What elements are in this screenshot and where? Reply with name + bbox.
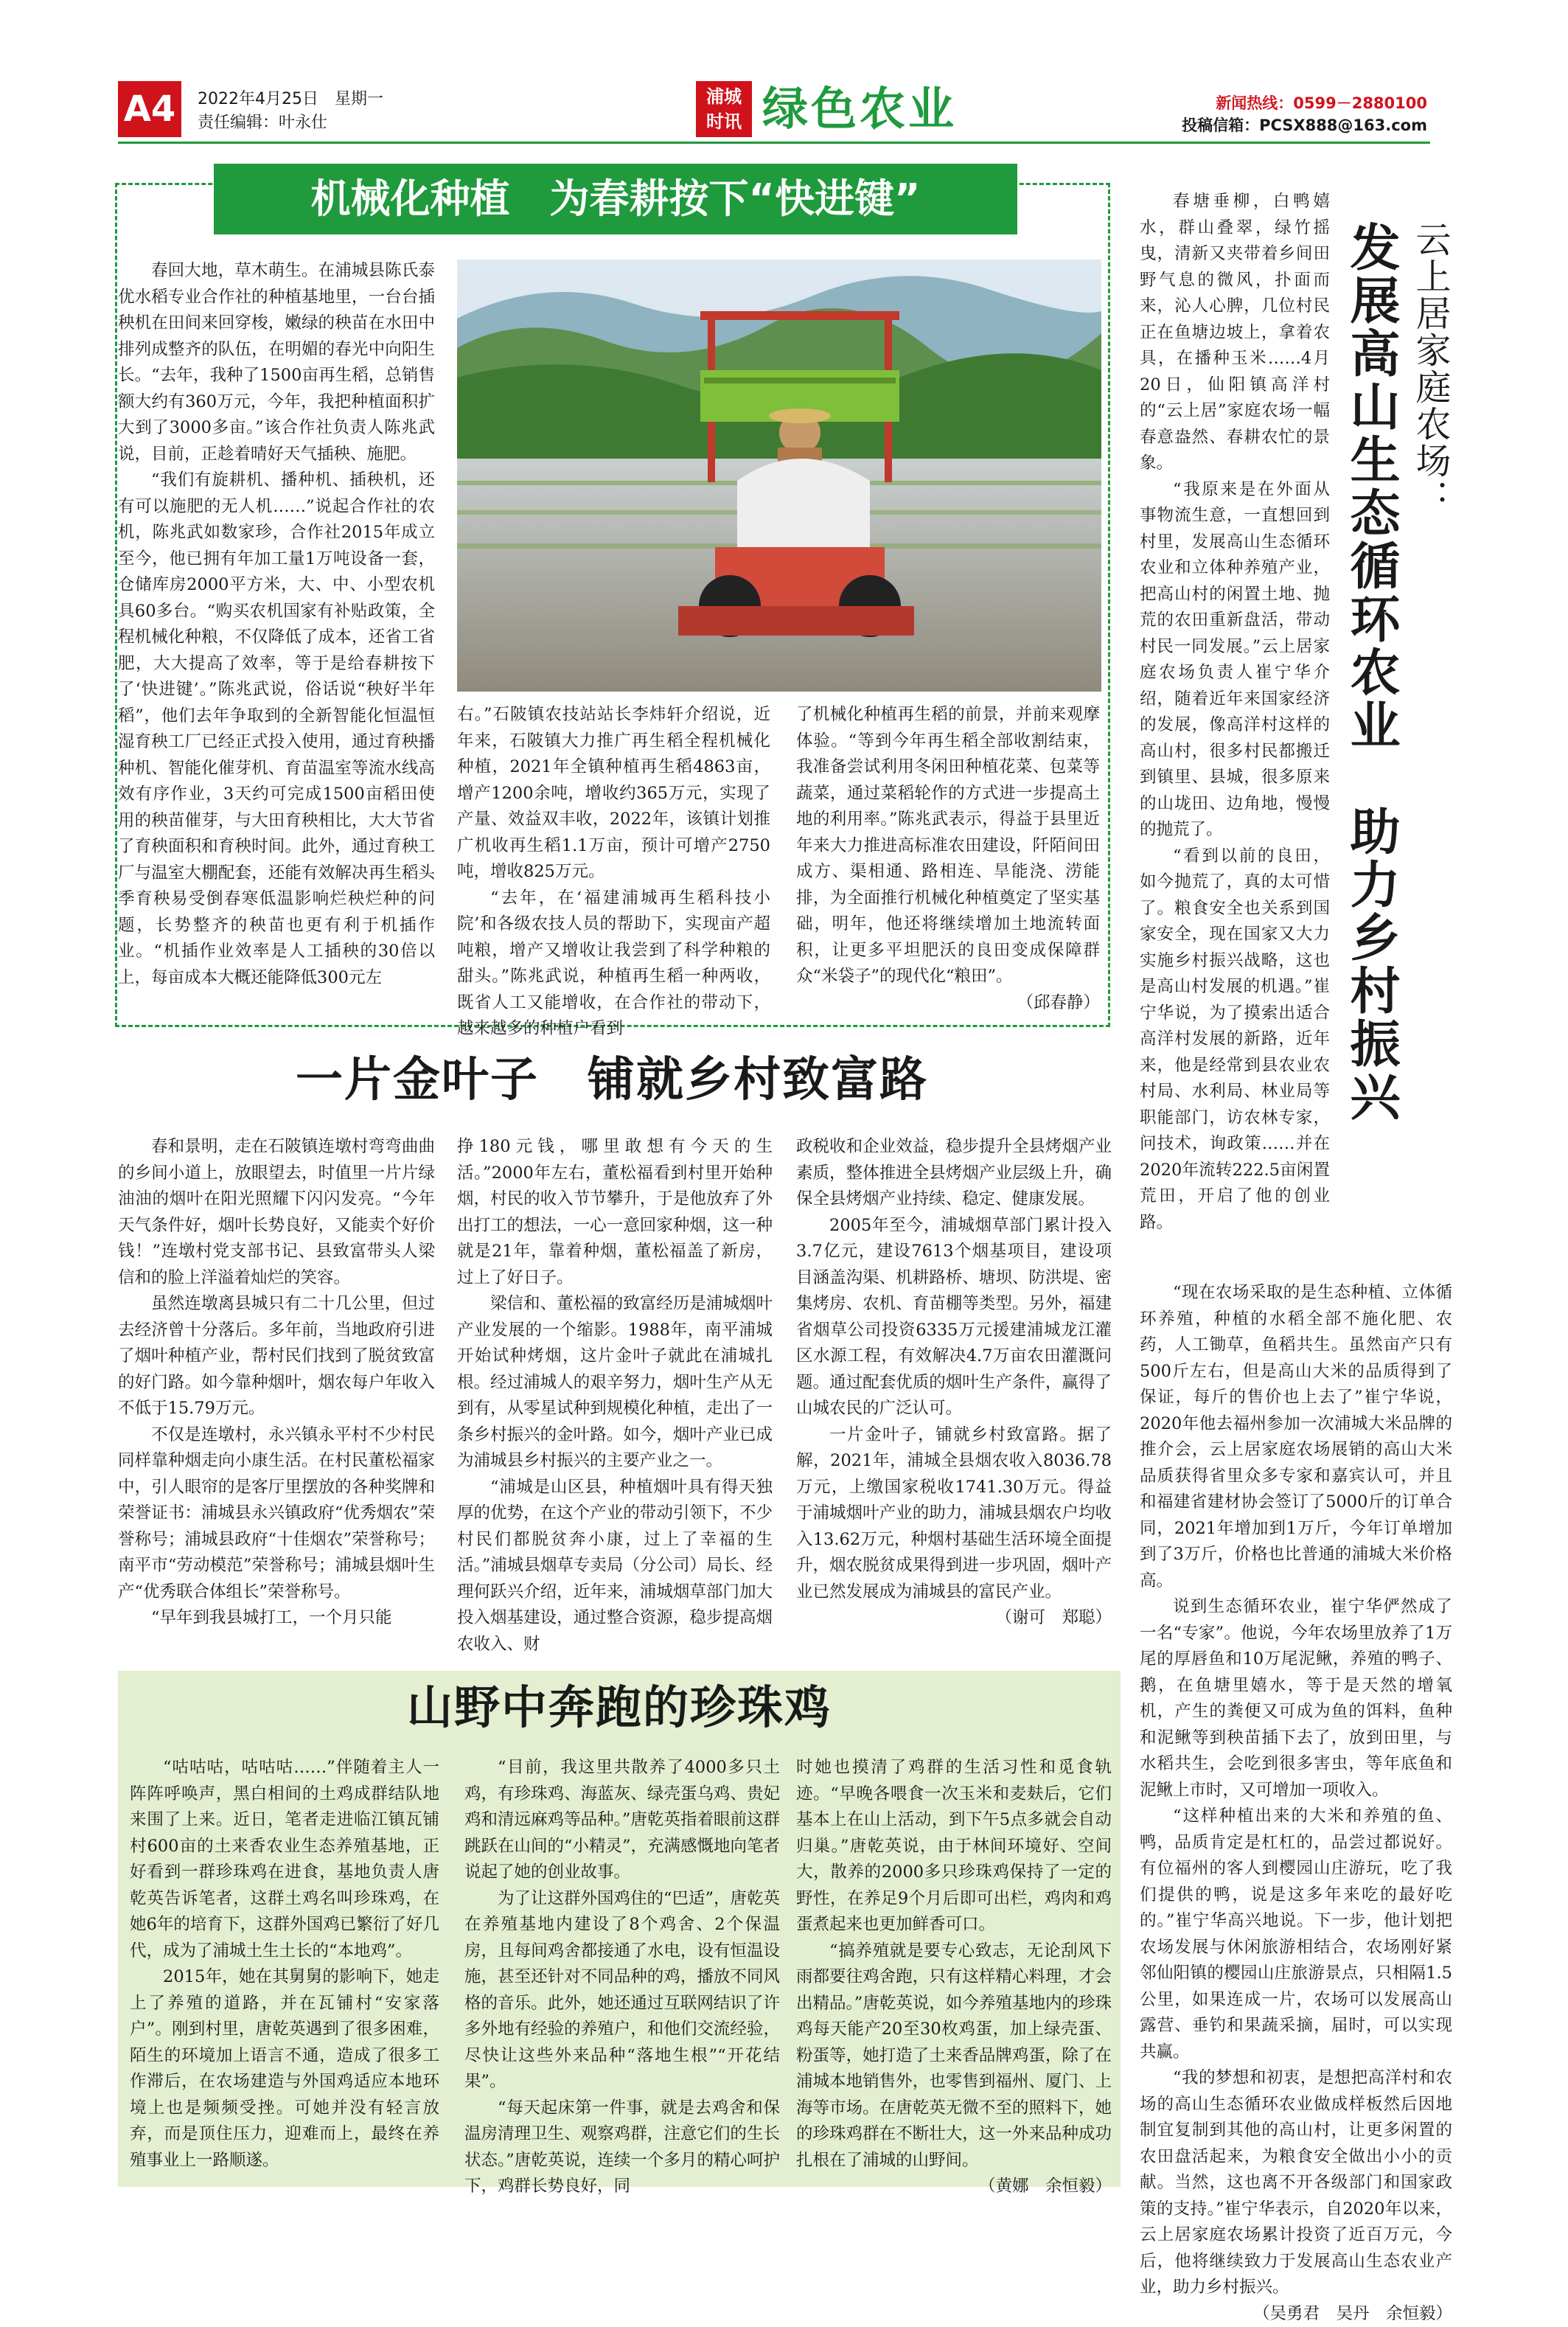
article4-top-paragraph: “看到以前的良田，如今抛荒了，真的太可惜了。粮食安全也关系到国家安全，现在国家又大力实施乡村振兴战略，这也是高山村发展的机遇。”崔宁华说，为了摸索出适合高洋村发展的新路，近年来，他是经常到县农业农村局、水利局、林业局等职能部门，访农林专家，问技术，询政策……并在2020年流转222.5亩闲置荒田，开启了他的创业路。 [1140, 844, 1330, 1236]
brand-stamp [696, 81, 752, 137]
article1-headline: 机械化种植 为春耕按下“快进键” [214, 164, 1017, 234]
article4-bottom-paragraph: “现在农场采取的是生态种植、立体循环养殖，种植的水稻全部不施化肥、农药，人工锄草，鱼稻共生。虽然亩产只有500斤左右，但是高山大米的品质得到了保证，每斤的售价也上去了”崔宁华说，2020年他去福州参加一次浦城大米品牌的推介会，云上居家庭农场展销的高山大米品质获得省里众多专家和嘉宾认可，并且和福建省建材协会签订了5000斤的订单合同，2021年增加到1万斤，今年订单增加到了3万斤，价格也比普通的浦城大米价格高。 [1140, 1280, 1452, 1594]
article3-col2-paragraph: “每天起床第一件事，就是去鸡舍和保温房清理卫生、观察鸡群，注意它们的生长状态。”唐乾英说，连续一个多月的精心呵护下，鸡群长势良好，同 [464, 2095, 780, 2200]
article4-kicker: 云上居家庭农场： [1408, 221, 1452, 516]
article4-byline: （吴勇君 吴丹 余恒毅） [1140, 2301, 1452, 2327]
article3-col3-paragraph: “搞养殖就是要专心致志，无论刮风下雨都要往鸡舍跑，只有这样精心料理，才会出精品。”唐乾英说，如今养殖基地内的珍珠鸡每天能产20至30枚鸡蛋，加上绿壳蛋、粉蛋等，她打造了土来香品牌鸡蛋，除了在浦城本地销售外，也零售到福州、厦门、上海等市场。在唐乾英无微不至的照料下，她的珍珠鸡群在不断壮大，这一外来品种成功扎根在了浦城的山野间。 [796, 1938, 1112, 2174]
article3-col2-paragraph: 为了让这群外国鸡住的“巴适”，唐乾英在养殖基地内建设了8个鸡舍、2个保温房，且每间鸡舍都接通了水电，设有恒温设施，甚至还针对不同品种的鸡，播放不同风格的音乐。此外，她还通过互联网结识了许多外地有经验的养殖户，和他们交流经验，尽快让这些外来品种“落地生根”“开花结果”。 [464, 1886, 780, 2095]
brand-stamp-bottom: 时讯 [696, 109, 752, 134]
page-label-badge [118, 81, 181, 137]
article3-headline: 山野中奔跑的珍珠鸡 [118, 1671, 1121, 1745]
article1-col1-paragraph: 春回大地，草木萌生。在浦城县陈氏泰优水稻专业合作社的种植基地里，一台台插秧机在田间来回穿梭，嫩绿的秧苗在水田中排列成整齐的队伍，在明媚的春光中向阳生长。“去年，我种了1500亩再生稻，总销售额大约有360万元，今年，我把种植面积扩大到了3000多亩。”该合作社负责人陈兆武说，目前，正趁着晴好天气插秧、施肥。 [118, 258, 435, 467]
article2-col1-paragraph: 不仅是连墩村，永兴镇永平村不少村民同样靠种烟走向小康生活。在村民董松福家中，引人眼帘的是客厅里摆放的各种奖牌和荣誉证书：浦城县永兴镇政府“优秀烟农”荣誉称号；浦城县政府“十佳烟农”荣誉称号；南平市“劳动模范”荣誉称号；浦城县烟叶生产“优秀联合体组长”荣誉称号。 [118, 1422, 435, 1606]
article1-col2-paragraph: “去年，在‘福建浦城再生稻科技小院’和各级农技人员的帮助下，实现亩产超吨粮，增产又增收让我尝到了科学种粮的甜头。”陈兆武说，种植再生稻一种两收，既省人工又能增收，在合作社的带动下，越来越多的种植户看到 [457, 886, 770, 1043]
article4-bottom-paragraph: “这样种植出来的大米和养殖的鱼、鸭，品质肯定是杠杠的，品尝过都说好。有位福州的客人到樱园山庄游玩，吃了我们提供的鸭，说是这多年来吃的最好吃的。”崔宁华高兴地说。下一步，他计划把农场发展与休闲旅游相结合，农场刚好紧邻仙阳镇的樱园山庄旅游景点，只相隔1.5公里，如果连成一片，农场可以发展高山露营、垂钓和果蔬采摘，届时，可以实现共赢。 [1140, 1803, 1452, 2065]
submission-email: 投稿信箱：PCSX888@163.com [1150, 115, 1427, 136]
article4-bottom-paragraph: 说到生态循环农业，崔宁华俨然成了一名“专家”。他说，今年农场里放养了1万尾的厚唇鱼和10万尾泥鳅，养殖的鸭子、鹅，在鱼塘里嬉水，等于是天然的增氧机，产生的粪便又可成为鱼的饵料，鱼种和泥鳅等到秧苗插下去了，放到田里，与水稻共生，会吃到很多害虫，等年底鱼和泥鳅上市时，又可增加一项收入。 [1140, 1594, 1452, 1803]
page-label: A4 [124, 88, 176, 130]
article4-headline: 发展高山生态循环农业 助力乡村振兴 [1340, 221, 1402, 1180]
article2-col2-paragraph: 梁信和、董松福的致富经历是浦城烟叶产业发展的一个缩影。1988年，南平浦城开始试种烤烟，这片金叶子就此在浦城扎根。经过浦城人的艰辛努力，烟叶生产从无到有，从零星试种到规模化种植，走出了一条乡村振兴的金叶路。如今，烟叶产业已成为浦城县乡村振兴的主要产业之一。 [457, 1291, 773, 1475]
section-title: 绿色农业 [762, 80, 957, 139]
article4-bottom-paragraph: “我的梦想和初衷，是想把高洋村和农场的高山生态循环农业做成样板然后因地制宜复制到其他的高山村，让更多闲置的农田盘活起来，为粮食安全做出小小的贡献。当然，这也离不开各级部门和国家政策的支持。”崔宁华表示，自2020年以来，云上居家庭农场累计投资了近百万元，今后，他将继续致力于发展高山生态农业产业，助力乡村振兴。 [1140, 2065, 1452, 2301]
issue-date: 2022年4月25日 星期一 [198, 88, 383, 111]
article3-col3-paragraph: 时她也摸清了鸡群的生活习性和觅食轨迹。“早晚各喂食一次玉米和麦麸后，它们基本上在山上活动，到下午5点多就会自动归巢。”唐乾英说，由于林间环境好、空间大，散养的2000多只珍珠鸡保持了一定的野性，在养足9个月后即可出栏，鸡肉和鸡蛋煮起来也更加鲜香可口。 [796, 1755, 1112, 1938]
article2-col3-paragraph: 一片金叶子，铺就乡村致富路。据了解，2021年，浦城全县烟农收入8036.78万元，上缴国家税收1741.30万元。得益于浦城烟叶产业的助力，浦城县烟农户均收入13.62万元，种烟村基础生活环境全面提升，烟农脱贫成果得到进一步巩固，烟叶产业已然发展成为浦城县的富民产业。 [796, 1422, 1112, 1606]
article1-col2-paragraph: 右。”石陂镇农技站站长李炜轩介绍说，近年来，石陂镇大力推广再生稻全程机械化种植，2021年全镇种植再生稻4863亩，增产1200余吨，增收约365万元，实现了产量、效益双丰收，2022年，该镇计划推广机收再生稻1.1万亩，预计可增产2750吨，增收825万元。 [457, 702, 770, 886]
rice-transplanter-photo [457, 260, 1101, 692]
article1-column-1 [118, 258, 435, 991]
article2-col3-paragraph: 政税收和企业效益，稳步提升全县烤烟产业素质，整体推进全县烤烟产业层级上升，确保全县烤烟产业持续、稳定、健康发展。 [796, 1134, 1112, 1213]
news-hotline: 新闻热线：0599－2880100 [1180, 93, 1427, 114]
article3-col2-paragraph: “目前，我这里共散养了4000多只土鸡，有珍珠鸡、海蓝灰、绿壳蛋乌鸡、贵妃鸡和清远麻鸡等品种。”唐乾英指着眼前这群跳跃在山间的“小精灵”，充满感慨地向笔者说起了她的创业故事。 [464, 1755, 780, 1886]
brand-stamp-top: 浦城 [696, 84, 752, 109]
article3-col1-paragraph: 2015年，她在其舅舅的影响下，她走上了养殖的道路，并在瓦铺村“安家落户”。刚到村里，唐乾英遇到了很多困难，陌生的环境加上语言不通，造成了很多工作滞后，在农场建造与外国鸡适应本地环境上也是频频受挫。可她并没有轻言放弃，而是顶住压力，迎难而上，最终在养殖事业上一路顺遂。 [130, 1964, 439, 2174]
article2-column-1 [118, 1134, 435, 1632]
article2-column-2 [457, 1134, 773, 1658]
article2-col3-paragraph: 2005年至今，浦城烟草部门累计投入3.7亿元，建设7613个烟基项目，建设项目涵盖沟渠、机耕路桥、塘坝、防洪堤、密集烤房、农机、育苗棚等类型。另外，福建省烟草公司投资6335万元援建浦城龙江灌区水源工程，有效解决4.7万亩农田灌溉问题。通过配套优质的烟叶生产条件，赢得了山城农民的广泛认可。 [796, 1213, 1112, 1422]
article2-headline: 一片金叶子 铺就乡村致富路 [118, 1047, 1106, 1113]
article1-col3-paragraph: 了机械化种植再生稻的前景，并前来观摩体验。“等到今年再生稻全部收割结束，我准备尝试利用冬闲田种植花菜、包菜等蔬菜，通过菜稻轮作的方式进一步提高土地的利用率。”陈兆武表示，得益于县里近年来大力推进高标准农田建设，阡陌间田成方、渠相通、路相连、旱能浇、涝能排，为全面推行机械化种植奠定了坚实基础，明年，他还将继续增加土地流转面积，让更多平坦肥沃的良田变成保障群众“米袋子”的现代化“粮田”。 [796, 702, 1100, 990]
article2-col2-paragraph: 挣180元钱，哪里敢想有今天的生活。”2000年左右，董松福看到村里开始种烟，村民的收入节节攀升，于是他放弃了外出打工的想法，一心一意回家种烟，这一种就是21年，靠着种烟，董松福盖了新房，过上了好日子。 [457, 1134, 773, 1291]
header-rule [118, 142, 1430, 144]
article3-col1-paragraph: “咕咕咕，咕咕咕……”伴随着主人一阵阵呼唤声，黑白相间的土鸡成群结队地来围了上来。近日，笔者走进临江镇瓦铺村600亩的土来香农业生态养殖基地，正好看到一群珍珠鸡在进食，基地负责人唐乾英告诉笔者，这群土鸡名叫珍珠鸡，在她6年的培育下，这群外国鸡已繁衍了好几代，成为了浦城土生土长的“本地鸡”。 [130, 1755, 439, 1964]
article4-column-top [1140, 189, 1330, 1236]
article4-top-paragraph: “我原来是在外面从事物流生意，一直想回到村里，发展高山生态循环农业和立体种养殖产业，把高山村的闲置土地、抛荒的农田重新盘活，带动村民一同发展。”云上居家庭农场负责人崔宁华介绍，随着近年来国家经济的发展，像高洋村这样的高山村，很多村民都搬迁到镇里、县城，很多原来的山垅田、边角地，慢慢的抛荒了。 [1140, 477, 1330, 844]
editor-credit: 责任编辑：叶永仕 [198, 112, 327, 134]
article2-col2-paragraph: “浦城是山区县，种植烟叶具有得天独厚的优势，在这个产业的带动引领下，不少村民们都脱贫奔小康，过上了幸福的生活。”浦城县烟草专卖局（分公司）局长、经理何跃兴介绍，近年来，浦城烟草部门加大投入烟基建设，通过整合资源，稳步提高烟农收入、财 [457, 1475, 773, 1658]
article2-column-3 [796, 1134, 1112, 1632]
article1-col1-paragraph: “我们有旋耕机、播种机、插秧机，还有可以施肥的无人机……”说起合作社的农机，陈兆武如数家珍，合作社2015年成立至今，他已拥有年加工量1万吨设备一套，仓储库房2000平方米，大、中、小型农机具60多台。“购买农机国家有补贴政策，全程机械化种粮，不仅降低了成本，还省工省肥，大大提高了效率，等于是给春耕按下了‘快进键’。”陈兆武说，俗话说“秧好半年稻”，他们去年争取到的全新智能化恒温恒湿育秧工厂已经正式投入使用，通过育秧播种机、智能化催芽机、育苗温室等流水线高效有序作业，3天约可完成1500亩稻田使用的秧苗催芽，与大田育秧相比，大大节省了育秧面积和育秧时间。此外，通过育秧工厂与温室大棚配套，还能有效解决再生稻头季育秧易受倒春寒低温影响烂秧烂种的问题，长势整齐的秧苗也更有利于机插作业。“机插作业效率是人工插秧的30倍以上，每亩成本大概还能降低300元左 [118, 467, 435, 991]
article1-column-3 [796, 702, 1100, 1016]
article2-col1-paragraph: “早年到我县城打工，一个月只能 [118, 1605, 435, 1632]
article2-col1-paragraph: 虽然连墩离县城只有二十几公里，但过去经济曾十分落后。多年前，当地政府引进了烟叶种植产业，帮村民们找到了脱贫致富的好门路。如今靠种烟叶，烟农每户年收入不低于15.79万元。 [118, 1291, 435, 1422]
article3-column-1 [130, 1755, 439, 2174]
article4-top-paragraph: 春塘垂柳，白鸭嬉水，群山叠翠，绿竹摇曳，清新又夹带着乡间田野气息的微风，扑面而来，沁人心脾，几位村民正在鱼塘边坡上，拿着农具，在播种玉米……4月20日，仙阳镇高洋村的“云上居”家庭农场一幅春意盎然、春耕农忙的景象。 [1140, 189, 1330, 477]
article3-column-2 [464, 1755, 780, 2200]
article3-column-3 [796, 1755, 1112, 2200]
article1-byline: （邱春静） [796, 990, 1100, 1017]
article3-byline: （黄娜 余恒毅） [796, 2174, 1112, 2200]
article1-column-2 [457, 702, 770, 1043]
article2-byline: （谢可 郑聪） [796, 1605, 1112, 1632]
article4-column-bottom [1140, 1280, 1452, 2327]
article2-col1-paragraph: 春和景明，走在石陂镇连墩村弯弯曲曲的乡间小道上，放眼望去，时值里一片片绿油油的烟叶在阳光照耀下闪闪发亮。“今年天气条件好，烟叶长势良好，又能卖个好价钱！”连墩村党支部书记、县致富带头人梁信和的脸上洋溢着灿烂的笑容。 [118, 1134, 435, 1291]
